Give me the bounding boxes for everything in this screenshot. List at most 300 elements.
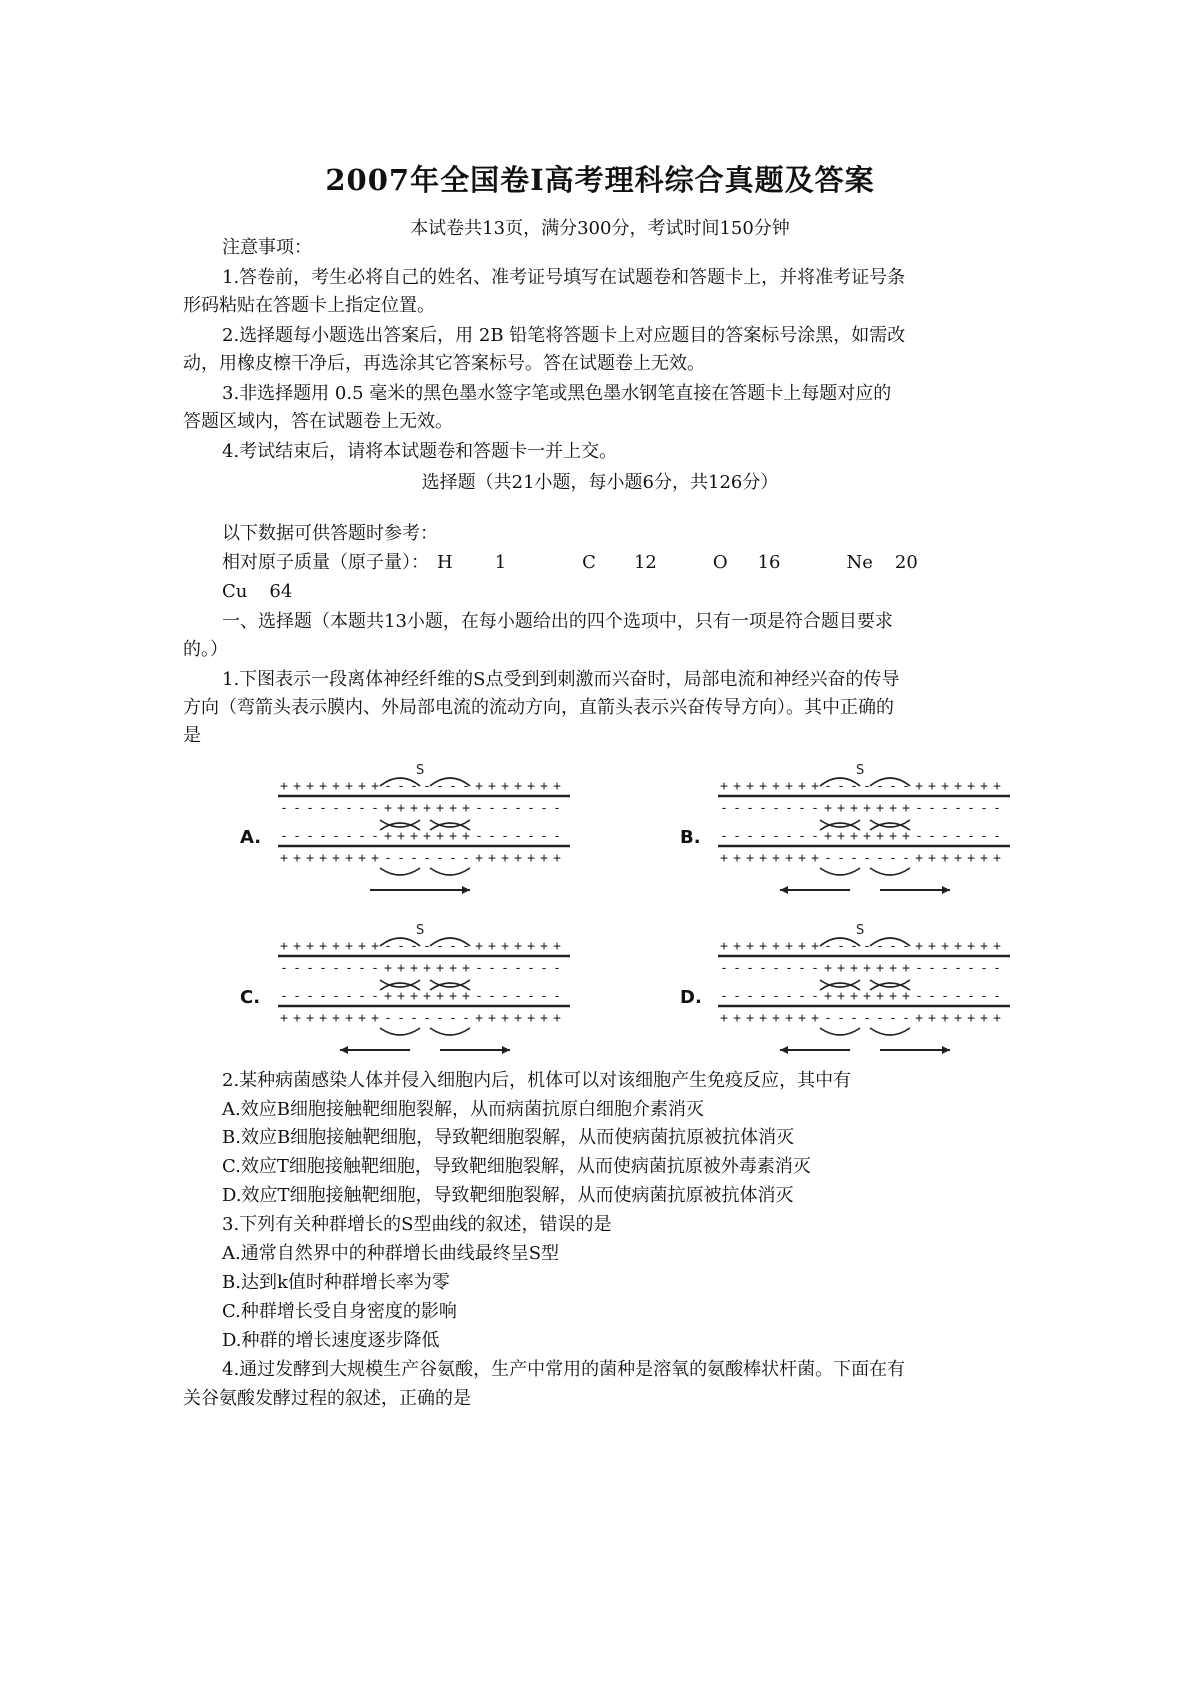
- charge-sign: -: [540, 989, 548, 1004]
- charge-sign: +: [462, 829, 470, 844]
- charge-sign: +: [540, 1011, 548, 1026]
- charge-sign: -: [720, 989, 728, 1004]
- charge-sign: -: [902, 939, 910, 954]
- charge-sign: +: [824, 989, 832, 1004]
- charge-sign: -: [863, 1011, 871, 1026]
- charge-sign: +: [759, 1011, 767, 1026]
- charge-sign: +: [527, 939, 535, 954]
- charge-sign: -: [423, 939, 431, 954]
- charge-sign: +: [876, 801, 884, 816]
- charge-sign: +: [798, 1011, 806, 1026]
- charge-sign: -: [345, 801, 353, 816]
- charge-sign: -: [527, 989, 535, 1004]
- charge-sign: +: [720, 1011, 728, 1026]
- charge-sign: -: [746, 961, 754, 976]
- charge-sign: -: [475, 989, 483, 1004]
- charge-sign: +: [772, 851, 780, 866]
- charge-sign: -: [514, 801, 522, 816]
- charge-sign: +: [397, 989, 405, 1004]
- charge-sign: +: [811, 939, 819, 954]
- charge-sign: -: [876, 851, 884, 866]
- charge-sign: +: [720, 779, 728, 794]
- charge-sign: +: [863, 801, 871, 816]
- charge-sign: -: [941, 801, 949, 816]
- notice-item-2-line-2: 动，用橡皮檫干净后，再选涂其它答案标号。答在试题卷上无效。: [183, 353, 705, 374]
- current-arrow: [380, 1028, 420, 1035]
- charge-sign: -: [915, 829, 923, 844]
- atom-mass: 20: [894, 552, 918, 573]
- atomic-mass-row-2: [222, 580, 292, 604]
- charge-sign: -: [902, 779, 910, 794]
- charge-sign: +: [915, 939, 923, 954]
- charge-sign: +: [902, 801, 910, 816]
- charge-sign: +: [501, 851, 509, 866]
- charge-sign: +: [384, 829, 392, 844]
- part1-instruction-line-1: 一、选择题（本题共13小题，在每小题给出的四个选项中，只有一项是符合题目要求: [222, 611, 893, 632]
- charge-sign: -: [798, 989, 806, 1004]
- charge-sign: -: [488, 961, 496, 976]
- charge-sign: +: [501, 779, 509, 794]
- charge-sign: -: [540, 961, 548, 976]
- charge-sign: +: [527, 779, 535, 794]
- charge-sign: -: [785, 801, 793, 816]
- section-title: 选择题（共21小题，每小题6分，共126分）: [421, 472, 779, 493]
- charge-sign: +: [423, 989, 431, 1004]
- charge-sign: +: [798, 779, 806, 794]
- charge-sign: +: [941, 1011, 949, 1026]
- charge-sign: -: [837, 1011, 845, 1026]
- charge-sign: -: [319, 801, 327, 816]
- charge-sign: +: [514, 851, 522, 866]
- charge-sign: -: [514, 829, 522, 844]
- charge-sign: -: [850, 851, 858, 866]
- charge-sign: -: [397, 1011, 405, 1026]
- charge-sign: +: [993, 779, 1001, 794]
- charge-sign: +: [358, 1011, 366, 1026]
- charge-sign: -: [293, 961, 301, 976]
- charge-sign: +: [306, 939, 314, 954]
- charge-sign: -: [358, 989, 366, 1004]
- charge-sign: -: [798, 829, 806, 844]
- charge-sign: -: [371, 829, 379, 844]
- atom-mass: 64: [269, 581, 293, 602]
- charge-sign: -: [475, 829, 483, 844]
- charge-sign: +: [488, 1011, 496, 1026]
- charge-sign: +: [410, 961, 418, 976]
- charge-sign: -: [993, 829, 1001, 844]
- charge-sign: +: [345, 939, 353, 954]
- arrow-head: [780, 1046, 788, 1054]
- charge-sign: -: [423, 851, 431, 866]
- q2-option-d: D.效应T细胞接触靶细胞，导致靶细胞裂解，从而使病菌抗原被抗体消灭: [222, 1185, 794, 1206]
- charge-sign: -: [785, 961, 793, 976]
- charge-sign: +: [319, 851, 327, 866]
- charge-sign: -: [540, 829, 548, 844]
- charge-sign: -: [449, 939, 457, 954]
- charge-sign: -: [449, 851, 457, 866]
- q4-stem-line-2: 关谷氨酸发酵过程的叙述，正确的是: [183, 1388, 471, 1409]
- charge-sign: -: [514, 989, 522, 1004]
- charge-sign: +: [954, 939, 962, 954]
- charge-sign: -: [889, 1011, 897, 1026]
- charge-sign: +: [811, 779, 819, 794]
- s-point-label: S: [416, 763, 425, 778]
- charge-sign: +: [540, 939, 548, 954]
- charge-sign: +: [475, 779, 483, 794]
- current-arrow: [430, 1028, 470, 1035]
- charge-sign: -: [811, 801, 819, 816]
- charge-sign: -: [319, 989, 327, 1004]
- charge-sign: +: [850, 801, 858, 816]
- charge-sign: -: [488, 989, 496, 1004]
- charge-sign: +: [915, 779, 923, 794]
- s-point-label: S: [856, 923, 865, 938]
- charge-sign: -: [720, 801, 728, 816]
- charge-sign: -: [876, 1011, 884, 1026]
- charge-sign: -: [850, 779, 858, 794]
- charge-sign: -: [967, 989, 975, 1004]
- charge-sign: -: [306, 801, 314, 816]
- charge-sign: -: [423, 779, 431, 794]
- charge-sign: -: [553, 989, 561, 1004]
- charge-sign: -: [980, 801, 988, 816]
- charge-sign: +: [553, 851, 561, 866]
- charge-sign: +: [850, 829, 858, 844]
- charge-sign: -: [746, 801, 754, 816]
- charge-sign: -: [475, 801, 483, 816]
- charge-sign: -: [553, 829, 561, 844]
- q2-option-b: B.效应B细胞接触靶细胞，导致靶细胞裂解，从而使病菌抗原被抗体消灭: [222, 1127, 795, 1148]
- charge-sign: -: [824, 939, 832, 954]
- charge-sign: -: [280, 829, 288, 844]
- charge-sign: +: [733, 851, 741, 866]
- notice-item-1-line-2: 形码粘贴在答题卡上指定位置。: [183, 295, 435, 316]
- charge-sign: +: [837, 801, 845, 816]
- charge-sign: -: [553, 801, 561, 816]
- charge-sign: +: [306, 779, 314, 794]
- charge-sign: -: [811, 829, 819, 844]
- q3-option-d: D.种群的增长速度逐步降低: [222, 1330, 440, 1351]
- charge-sign: -: [462, 851, 470, 866]
- charge-sign: +: [371, 1011, 379, 1026]
- notice-item-3-line-1: 3.非选择题用 0.5 毫米的黑色墨水签字笔或黑色墨水钢笔直接在答题卡上每题对应的: [222, 383, 892, 404]
- charge-sign: -: [449, 779, 457, 794]
- charge-sign: +: [475, 939, 483, 954]
- charge-sign: +: [449, 989, 457, 1004]
- arrow-head: [942, 1046, 950, 1054]
- charge-sign: -: [371, 989, 379, 1004]
- q4-stem-line-1: 4.通过发酵到大规模生产谷氨酸，生产中常用的菌种是溶氧的氨酸棒状杆菌。下面在有: [222, 1359, 906, 1380]
- charge-sign: +: [746, 851, 754, 866]
- charge-sign: -: [772, 989, 780, 1004]
- s-point-label: S: [416, 923, 425, 938]
- charge-sign: +: [462, 989, 470, 1004]
- charge-sign: +: [280, 1011, 288, 1026]
- charge-sign: -: [345, 961, 353, 976]
- charge-sign: -: [928, 961, 936, 976]
- reference-intro: 以下数据可供答题时参考：: [222, 523, 438, 544]
- charge-sign: +: [488, 779, 496, 794]
- charge-sign: +: [785, 1011, 793, 1026]
- charge-sign: +: [876, 961, 884, 976]
- q2-option-c: C.效应T细胞接触靶细胞，导致靶细胞裂解，从而使病菌抗原被外毒素消灭: [222, 1156, 811, 1177]
- charge-sign: -: [306, 961, 314, 976]
- charge-sign: -: [785, 989, 793, 1004]
- charge-sign: -: [876, 779, 884, 794]
- charge-sign: +: [540, 779, 548, 794]
- charge-sign: +: [514, 939, 522, 954]
- charge-sign: +: [410, 829, 418, 844]
- charge-sign: -: [941, 989, 949, 1004]
- charge-sign: -: [785, 829, 793, 844]
- charge-sign: +: [889, 829, 897, 844]
- arrow-head: [340, 1046, 348, 1054]
- charge-sign: -: [475, 961, 483, 976]
- charge-sign: +: [423, 961, 431, 976]
- charge-sign: -: [733, 989, 741, 1004]
- charge-sign: -: [332, 801, 340, 816]
- charge-sign: -: [733, 801, 741, 816]
- charge-sign: +: [423, 829, 431, 844]
- charge-sign: +: [319, 779, 327, 794]
- charge-sign: -: [824, 851, 832, 866]
- charge-sign: -: [733, 961, 741, 976]
- charge-sign: +: [397, 829, 405, 844]
- charge-sign: +: [462, 801, 470, 816]
- charge-sign: -: [759, 829, 767, 844]
- charge-sign: +: [358, 779, 366, 794]
- charge-sign: +: [462, 961, 470, 976]
- charge-sign: -: [397, 939, 405, 954]
- charge-sign: -: [863, 851, 871, 866]
- q3-option-b: B.达到k值时种群增长率为零: [222, 1272, 450, 1293]
- charge-sign: +: [501, 939, 509, 954]
- charge-sign: -: [410, 851, 418, 866]
- arrow-head: [502, 1046, 510, 1054]
- charge-sign: +: [527, 851, 535, 866]
- charge-sign: +: [863, 961, 871, 976]
- q3-option-c: C.种群增长受自身密度的影响: [222, 1301, 457, 1322]
- charge-sign: +: [501, 1011, 509, 1026]
- charge-sign: -: [915, 961, 923, 976]
- charge-sign: -: [319, 961, 327, 976]
- charge-sign: +: [785, 939, 793, 954]
- charge-sign: +: [837, 989, 845, 1004]
- notice-item-4: 4.考试结束后，请将本试题卷和答题卡一并上交。: [222, 441, 618, 462]
- charge-sign: +: [280, 779, 288, 794]
- charge-sign: +: [863, 989, 871, 1004]
- charge-sign: +: [332, 939, 340, 954]
- charge-sign: +: [824, 801, 832, 816]
- charge-sign: +: [371, 851, 379, 866]
- charge-sign: +: [980, 939, 988, 954]
- charge-sign: -: [293, 829, 301, 844]
- charge-sign: -: [345, 829, 353, 844]
- charge-sign: -: [332, 961, 340, 976]
- q3-option-a: A.通常自然界中的种群增长曲线最终呈S型: [222, 1243, 560, 1264]
- q1-stem-line-3: 是: [183, 725, 201, 746]
- charge-sign: -: [553, 961, 561, 976]
- charge-sign: -: [410, 939, 418, 954]
- charge-sign: +: [733, 939, 741, 954]
- charge-sign: -: [397, 779, 405, 794]
- charge-sign: +: [319, 939, 327, 954]
- charge-sign: -: [720, 829, 728, 844]
- charge-sign: -: [967, 801, 975, 816]
- charge-sign: +: [850, 989, 858, 1004]
- charge-sign: -: [280, 989, 288, 1004]
- charge-sign: -: [462, 1011, 470, 1026]
- notice-item-3-line-2: 答题区域内，答在试题卷上无效。: [183, 411, 453, 432]
- charge-sign: +: [332, 851, 340, 866]
- charge-sign: +: [902, 989, 910, 1004]
- charge-sign: -: [358, 829, 366, 844]
- charge-sign: +: [436, 989, 444, 1004]
- charge-sign: +: [449, 961, 457, 976]
- charge-sign: +: [772, 939, 780, 954]
- charge-sign: +: [759, 939, 767, 954]
- charge-sign: +: [733, 779, 741, 794]
- current-arrow: [820, 868, 860, 875]
- q2-option-a: A.效应B细胞接触靶细胞裂解，从而病菌抗原白细胞介素消灭: [222, 1099, 704, 1120]
- charge-sign: -: [384, 779, 392, 794]
- charge-sign: -: [436, 851, 444, 866]
- charge-sign: +: [941, 779, 949, 794]
- charge-sign: -: [915, 801, 923, 816]
- charge-sign: -: [436, 1011, 444, 1026]
- atom-symbol: C: [582, 552, 596, 573]
- nerve-fiber-diagram: [710, 920, 1020, 1060]
- charge-sign: +: [384, 961, 392, 976]
- charge-sign: +: [759, 779, 767, 794]
- charge-sign: +: [345, 851, 353, 866]
- charge-sign: +: [967, 1011, 975, 1026]
- page-title: 2007年全国卷I高考理科综合真题及答案: [325, 163, 875, 197]
- charge-sign: -: [889, 851, 897, 866]
- charge-sign: +: [837, 829, 845, 844]
- charge-sign: +: [785, 851, 793, 866]
- charge-sign: +: [967, 851, 975, 866]
- charge-sign: +: [759, 851, 767, 866]
- charge-sign: -: [928, 829, 936, 844]
- charge-sign: -: [980, 989, 988, 1004]
- charge-sign: -: [332, 829, 340, 844]
- charge-sign: -: [436, 779, 444, 794]
- current-arrow: [430, 868, 470, 875]
- charge-sign: +: [410, 801, 418, 816]
- charge-sign: +: [397, 961, 405, 976]
- charge-sign: -: [824, 1011, 832, 1026]
- s-point-label: S: [856, 763, 865, 778]
- current-arrow: [870, 1028, 910, 1035]
- charge-sign: +: [902, 829, 910, 844]
- charge-sign: -: [967, 829, 975, 844]
- charge-sign: +: [733, 1011, 741, 1026]
- atom-mass: 1: [494, 552, 507, 573]
- option-label: D.: [680, 987, 702, 1008]
- charge-sign: +: [293, 851, 301, 866]
- charge-sign: -: [462, 779, 470, 794]
- arrow-head: [462, 886, 470, 894]
- atom-symbol: O: [712, 552, 728, 573]
- charge-sign: +: [345, 1011, 353, 1026]
- charge-sign: -: [889, 939, 897, 954]
- charge-sign: +: [332, 1011, 340, 1026]
- charge-sign: -: [293, 801, 301, 816]
- charge-sign: +: [410, 989, 418, 1004]
- charge-sign: -: [759, 989, 767, 1004]
- notice-item-2-line-1: 2.选择题每小题选出答案后，用 2B 铅笔将答题卡上对应题目的答案标号涂黑，如需改: [222, 325, 906, 346]
- charge-sign: -: [954, 829, 962, 844]
- atomic-mass-label: 相对原子质量（原子量）：: [222, 552, 429, 573]
- charge-sign: -: [397, 851, 405, 866]
- charge-sign: +: [993, 939, 1001, 954]
- charge-sign: +: [553, 779, 561, 794]
- charge-sign: -: [811, 961, 819, 976]
- charge-sign: -: [410, 1011, 418, 1026]
- charge-sign: +: [306, 1011, 314, 1026]
- charge-sign: -: [371, 961, 379, 976]
- page-subtitle: 本试卷共13页，满分300分，考试时间150分钟: [410, 218, 790, 239]
- charge-sign: +: [319, 1011, 327, 1026]
- charge-sign: +: [811, 1011, 819, 1026]
- charge-sign: +: [553, 939, 561, 954]
- charge-sign: +: [293, 939, 301, 954]
- charge-sign: +: [280, 851, 288, 866]
- nerve-fiber-diagram: [270, 920, 580, 1060]
- charge-sign: -: [332, 989, 340, 1004]
- charge-sign: +: [941, 939, 949, 954]
- charge-sign: +: [436, 829, 444, 844]
- charge-sign: +: [280, 939, 288, 954]
- charge-sign: -: [954, 961, 962, 976]
- charge-sign: +: [993, 851, 1001, 866]
- charge-sign: -: [746, 829, 754, 844]
- charge-sign: -: [759, 961, 767, 976]
- charge-sign: +: [954, 1011, 962, 1026]
- charge-sign: -: [876, 939, 884, 954]
- charge-sign: +: [384, 801, 392, 816]
- atom-symbol: H: [437, 552, 453, 573]
- charge-sign: -: [798, 801, 806, 816]
- charge-sign: -: [954, 989, 962, 1004]
- charge-sign: -: [993, 801, 1001, 816]
- charge-sign: +: [720, 939, 728, 954]
- charge-sign: +: [746, 779, 754, 794]
- q1-stem-line-1: 1.下图表示一段离体神经纤维的S点受到到刺激而兴奋时，局部电流和神经兴奋的传导: [222, 669, 900, 690]
- charge-sign: -: [720, 961, 728, 976]
- charge-sign: +: [954, 851, 962, 866]
- charge-sign: -: [993, 961, 1001, 976]
- arrow-head: [780, 886, 788, 894]
- charge-sign: -: [889, 779, 897, 794]
- arrow-head: [942, 886, 950, 894]
- charge-sign: -: [306, 829, 314, 844]
- charge-sign: -: [527, 829, 535, 844]
- option-label: A.: [240, 827, 262, 848]
- nerve-fiber-diagram: [270, 760, 580, 900]
- charge-sign: +: [863, 829, 871, 844]
- charge-sign: +: [954, 779, 962, 794]
- charge-sign: +: [475, 851, 483, 866]
- charge-sign: +: [889, 961, 897, 976]
- charge-sign: +: [527, 1011, 535, 1026]
- charge-sign: -: [501, 961, 509, 976]
- charge-sign: +: [371, 939, 379, 954]
- option-label: B.: [680, 827, 701, 848]
- charge-sign: -: [863, 939, 871, 954]
- charge-sign: -: [941, 961, 949, 976]
